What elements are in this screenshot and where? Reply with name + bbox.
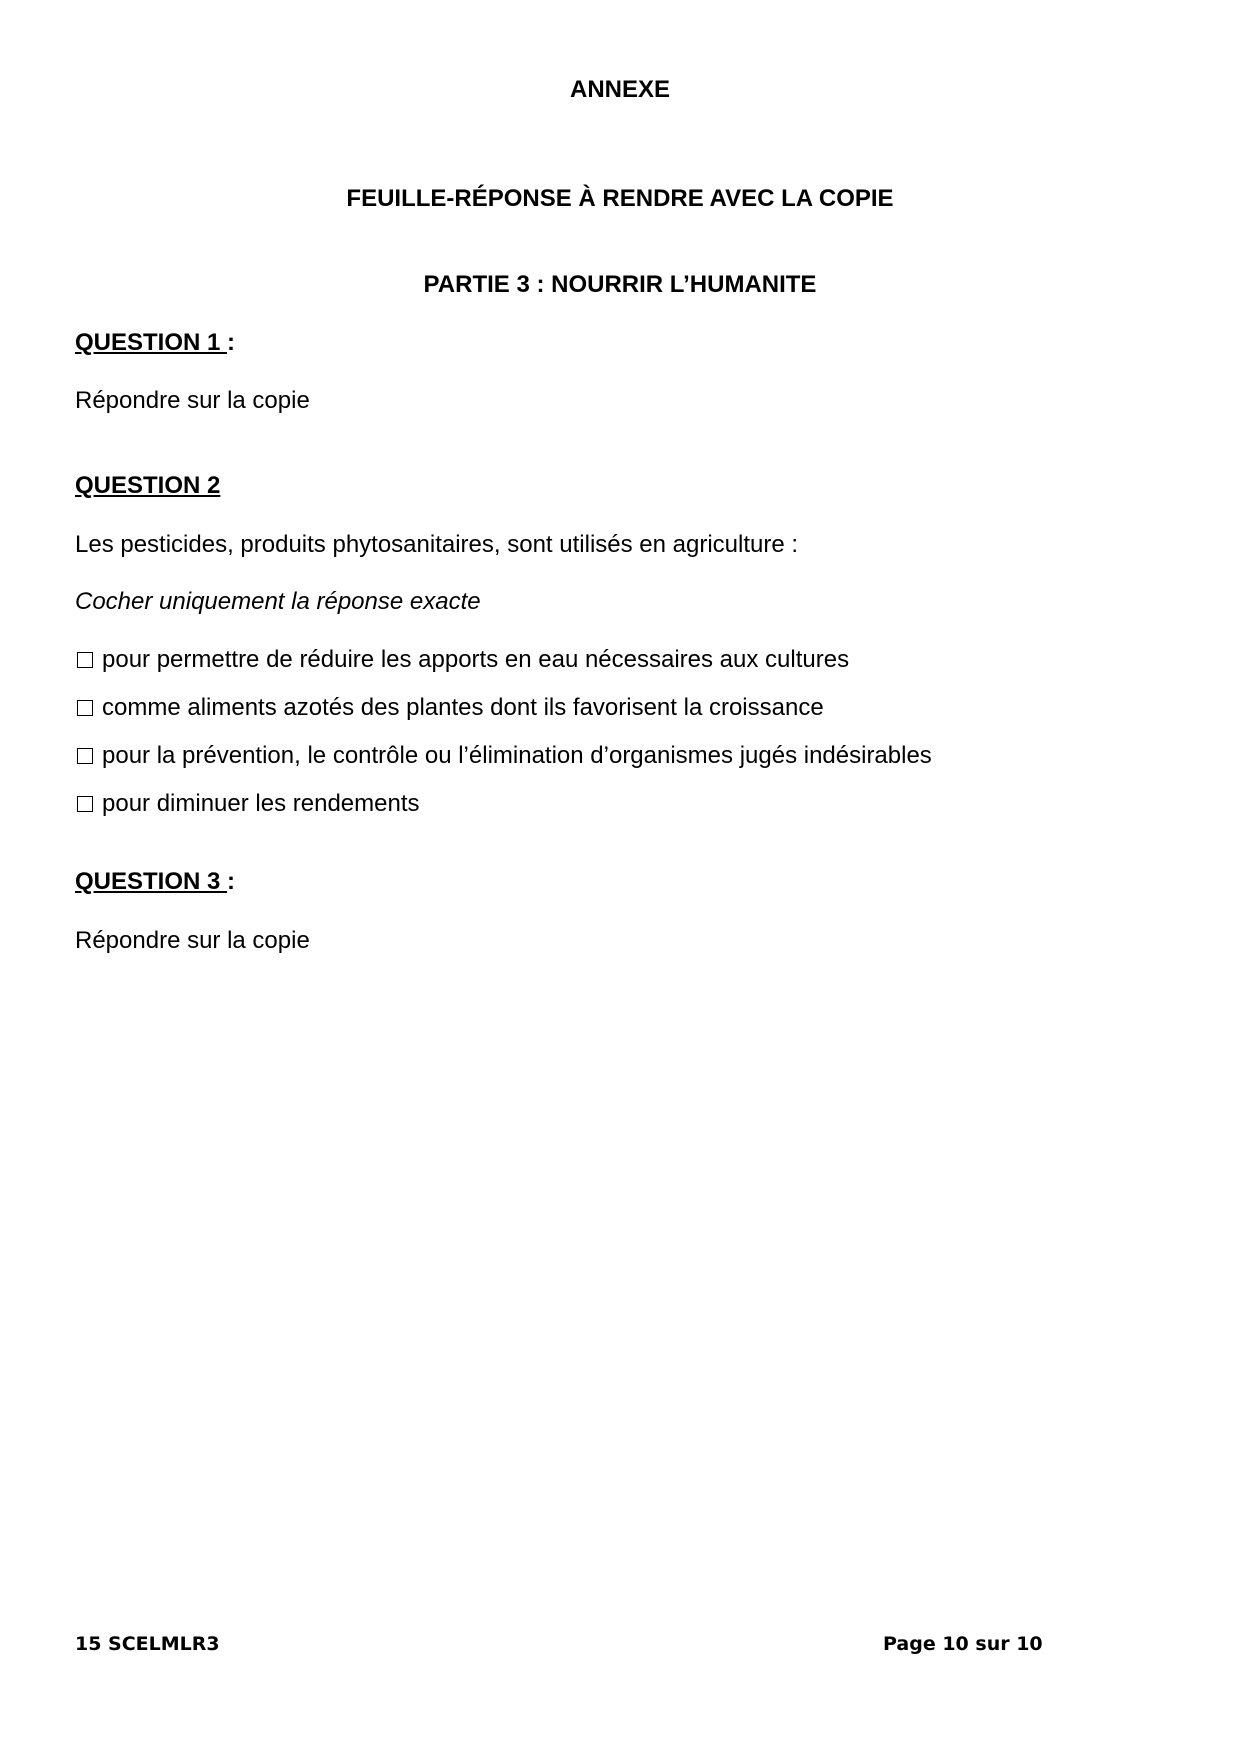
annexe-heading: ANNEXE	[569, 76, 671, 103]
option-1[interactable]	[75, 646, 849, 674]
checkbox-icon[interactable]	[77, 652, 93, 668]
option-2[interactable]	[75, 694, 824, 722]
question-2-title	[75, 472, 220, 500]
question-2-instruction: Cocher uniquement la réponse exacte	[75, 588, 481, 615]
question-3-text: Répondre sur la copie	[75, 927, 310, 954]
question-3-title-label: QUESTION 3	[75, 868, 228, 895]
footer-page-number: Page 10 sur 10	[883, 1633, 1043, 1655]
checkbox-icon[interactable]	[77, 796, 93, 812]
question-3-title-colon: :	[227, 868, 236, 895]
question-1-text: Répondre sur la copie	[75, 387, 310, 414]
option-2-label: comme aliments azotés des plantes dont ils favorisent la croissance	[102, 694, 824, 721]
checkbox-icon[interactable]	[77, 700, 93, 716]
question-1-title	[75, 329, 235, 357]
option-4-label: pour diminuer les rendements	[102, 790, 420, 817]
option-3-label: pour la prévention, le contrôle ou l’élimination d’organismes jugés indésirables	[102, 742, 932, 769]
question-1-title-label: QUESTION 1	[75, 329, 228, 356]
answer-sheet-heading: FEUILLE-RÉPONSE À RENDRE AVEC LA COPIE	[346, 185, 894, 212]
question-3-title	[75, 868, 235, 896]
option-4[interactable]	[75, 790, 420, 818]
question-1-title-colon: :	[227, 329, 236, 356]
option-1-label: pour permettre de réduire les apports en eau nécessaires aux cultures	[102, 646, 850, 673]
question-2-title-label: QUESTION 2	[75, 472, 221, 499]
checkbox-icon[interactable]	[77, 748, 93, 764]
question-2-text: Les pesticides, produits phytosanitaires, sont utilisés en agriculture :	[75, 531, 799, 558]
option-3[interactable]	[75, 742, 932, 770]
footer-code: 15 SCELMLR3	[75, 1633, 220, 1655]
part-heading: PARTIE 3 : NOURRIR L’HUMANITE	[423, 271, 817, 298]
